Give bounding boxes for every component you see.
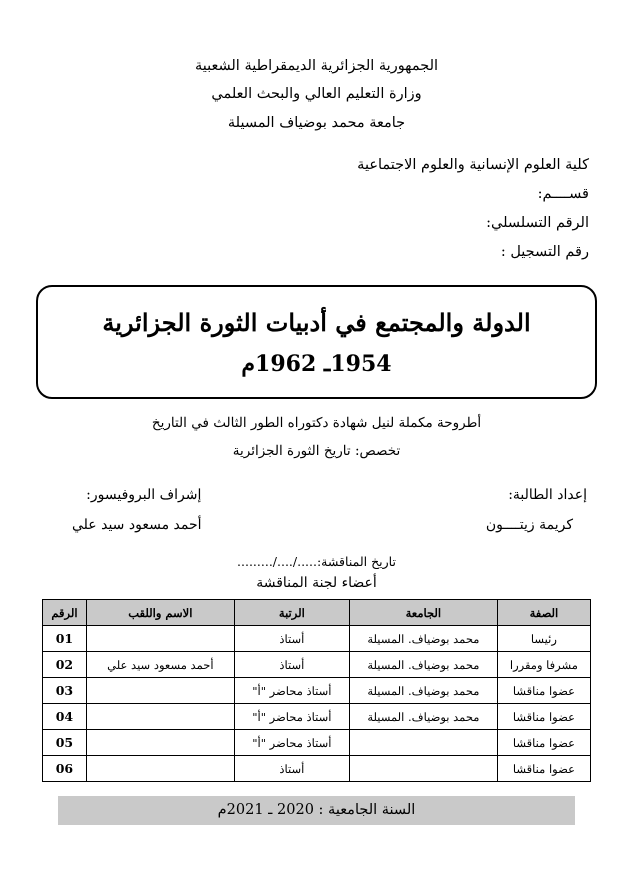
cell-rank: أستاذ محاضر "أ" (234, 730, 349, 756)
serial-number-line: الرقم التسلسلي: (486, 214, 589, 231)
committee-title: أعضاء لجنة المناقشة (256, 575, 377, 592)
student-label: إعداد الطالبة: (508, 487, 587, 504)
student-column (486, 481, 591, 540)
cell-name (86, 704, 234, 730)
cell-name (86, 678, 234, 704)
cell-rank: أستاذ محاضر "أ" (234, 704, 349, 730)
faculty-line: كلية العلوم الإنسانية والعلوم الاجتماعية (357, 156, 589, 173)
cell-university (349, 756, 497, 782)
supervisor-name: أحمد مسعود سيد علي (72, 516, 202, 533)
cell-role: عضوا مناقشا (497, 756, 590, 782)
degree-info (42, 409, 591, 466)
degree-line: أطروحة مكملة لنيل شهادة دكتوراه الطور الثالث في التاريخ (151, 414, 482, 431)
cell-number: 01 (43, 626, 87, 652)
academic-year-band: السنة الجامعية : 2020 ـ 2021م (58, 796, 575, 825)
cell-role: رئيسا (497, 626, 590, 652)
cell-rank: أستاذ (234, 626, 349, 652)
thesis-title-period: 1954ـ 1962م (241, 350, 392, 377)
column-header-number: الرقم (43, 600, 87, 626)
cell-role: مشرفا ومقررا (497, 652, 590, 678)
column-header-university: الجامعة (349, 600, 497, 626)
cell-university (349, 730, 497, 756)
defense-date-line: تاريخ المناقشة:...../..../......... (237, 554, 396, 570)
institution-header (42, 52, 591, 137)
cell-role: عضوا مناقشا (497, 678, 590, 704)
cell-role: عضوا مناقشا (497, 730, 590, 756)
table-row (43, 704, 591, 730)
registration-number-line: رقم التسجيل : (500, 243, 589, 260)
thesis-title-box (36, 285, 597, 399)
column-header-name: الاسم واللقب (86, 600, 234, 626)
column-header-rank: الرتبة (234, 600, 349, 626)
cell-name (86, 756, 234, 782)
table-header-row (43, 600, 591, 626)
table-row (43, 678, 591, 704)
committee-table (42, 599, 591, 782)
cell-name: أحمد مسعود سيد علي (86, 652, 234, 678)
cell-name (86, 730, 234, 756)
cell-number: 02 (43, 652, 87, 678)
people-block (42, 481, 591, 540)
cell-university: محمد بوضياف. المسيلة (349, 704, 497, 730)
specialty-line: تخصص: تاريخ الثورة الجزائرية (232, 443, 401, 460)
cell-university: محمد بوضياف. المسيلة (349, 652, 497, 678)
faculty-block (42, 151, 591, 267)
department-line: قســــم: (537, 185, 589, 202)
table-row (43, 730, 591, 756)
cell-number: 03 (43, 678, 87, 704)
university-line: جامعة محمد بوضياف المسيلة (227, 114, 406, 131)
thesis-title-main: الدولة والمجتمع في أدبيات الثورة الجزائرية (102, 307, 531, 337)
cell-number: 04 (43, 704, 87, 730)
table-row (43, 626, 591, 652)
cell-number: 05 (43, 730, 87, 756)
student-name: كريمة زيتــــون (485, 516, 573, 533)
ministry-line: وزارة التعليم العالي والبحث العلمي (211, 86, 422, 103)
supervisor-column (42, 481, 216, 540)
cell-rank: أستاذ محاضر "أ" (234, 678, 349, 704)
republic-line: الجمهورية الجزائرية الديمقراطية الشعبية (194, 58, 439, 74)
supervisor-label: إشراف البروفيسور: (86, 487, 202, 504)
cell-rank: أستاذ (234, 652, 349, 678)
column-header-role: الصفة (497, 600, 590, 626)
cell-university: محمد بوضياف. المسيلة (349, 678, 497, 704)
cell-number: 06 (43, 756, 87, 782)
cell-university: محمد بوضياف. المسيلة (349, 626, 497, 652)
cell-name (86, 626, 234, 652)
table-row (43, 756, 591, 782)
cell-role: عضوا مناقشا (497, 704, 590, 730)
table-row (43, 652, 591, 678)
cell-rank: أستاذ (234, 756, 349, 782)
